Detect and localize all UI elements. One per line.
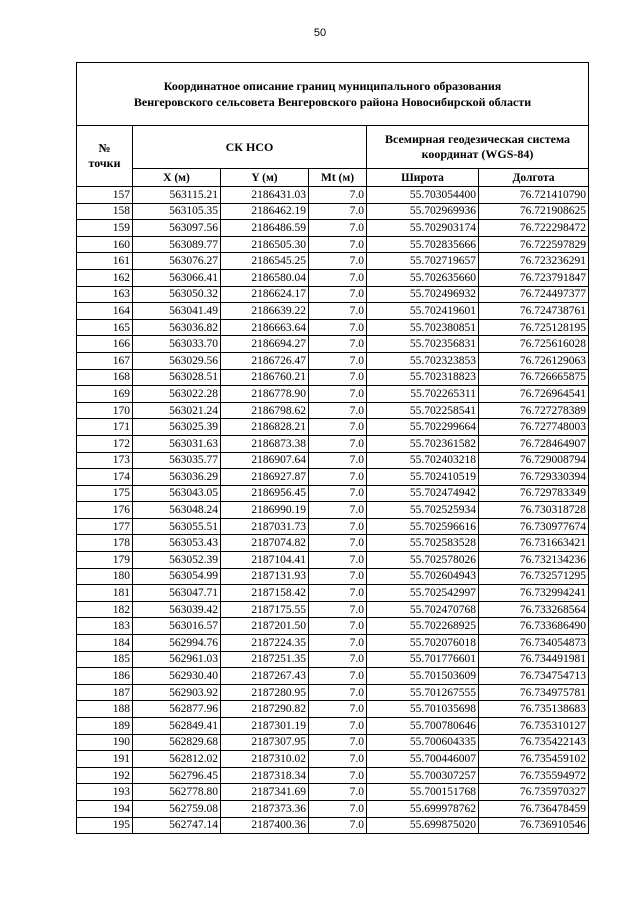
x-coordinate-cell: 562796.45 [133, 767, 221, 784]
mt-value-cell: 7.0 [309, 187, 367, 204]
latitude-cell: 55.702076018 [367, 635, 479, 652]
table-row [77, 419, 589, 436]
x-coordinate-cell: 563052.39 [133, 552, 221, 569]
mt-value-cell: 7.0 [309, 817, 367, 834]
point-number-cell: 175 [77, 485, 133, 502]
y-coordinate-cell: 2187175.55 [221, 601, 309, 618]
longitude-cell: 76.733268564 [479, 601, 589, 618]
latitude-cell: 55.702403218 [367, 452, 479, 469]
mt-value-cell: 7.0 [309, 419, 367, 436]
point-number-cell: 170 [77, 402, 133, 419]
mt-value-cell: 7.0 [309, 402, 367, 419]
mt-value-cell: 7.0 [309, 767, 367, 784]
longitude-cell: 76.727748003 [479, 419, 589, 436]
x-coordinate-cell: 563035.77 [133, 452, 221, 469]
table-row [77, 651, 589, 668]
table-row [77, 286, 589, 303]
latitude-cell: 55.702299664 [367, 419, 479, 436]
point-number-cell: 173 [77, 452, 133, 469]
latitude-cell: 55.702419601 [367, 303, 479, 320]
point-number-cell: 165 [77, 319, 133, 336]
longitude-cell: 76.734491981 [479, 651, 589, 668]
longitude-cell: 76.724738761 [479, 303, 589, 320]
x-coordinate-cell: 563036.29 [133, 469, 221, 486]
longitude-cell: 76.725616028 [479, 336, 589, 353]
x-coordinate-cell: 563089.77 [133, 236, 221, 253]
longitude-cell: 76.735138683 [479, 701, 589, 718]
x-coordinate-cell: 562930.40 [133, 668, 221, 685]
mt-value-cell: 7.0 [309, 618, 367, 635]
mt-value-cell: 7.0 [309, 701, 367, 718]
latitude-cell: 55.702470768 [367, 601, 479, 618]
latitude-cell: 55.702525934 [367, 502, 479, 519]
x-coordinate-cell: 563054.99 [133, 568, 221, 585]
x-coordinate-cell: 563115.21 [133, 187, 221, 204]
point-number-cell: 163 [77, 286, 133, 303]
x-coordinate-cell: 563053.43 [133, 535, 221, 552]
latitude-cell: 55.701776601 [367, 651, 479, 668]
table-row [77, 336, 589, 353]
mt-value-cell: 7.0 [309, 303, 367, 320]
table-row [77, 734, 589, 751]
table-row [77, 518, 589, 535]
latitude-cell: 55.700604335 [367, 734, 479, 751]
y-coordinate-cell: 2186778.90 [221, 386, 309, 403]
longitude-cell: 76.736910546 [479, 817, 589, 834]
table-row [77, 767, 589, 784]
y-coordinate-cell: 2186798.62 [221, 402, 309, 419]
point-number-cell: 174 [77, 469, 133, 486]
x-coordinate-cell: 563043.05 [133, 485, 221, 502]
x-coordinate-cell: 563022.28 [133, 386, 221, 403]
coordinates-table [76, 62, 589, 834]
point-number-cell: 180 [77, 568, 133, 585]
latitude-cell: 55.702361582 [367, 435, 479, 452]
y-coordinate-cell: 2187031.73 [221, 518, 309, 535]
latitude-cell: 55.699875020 [367, 817, 479, 834]
mt-value-cell: 7.0 [309, 253, 367, 270]
y-coordinate-cell: 2187074.82 [221, 535, 309, 552]
longitude-cell: 76.726129063 [479, 352, 589, 369]
y-coordinate-cell: 2186663.64 [221, 319, 309, 336]
y-coordinate-cell: 2187201.50 [221, 618, 309, 635]
mt-value-cell: 7.0 [309, 203, 367, 220]
longitude-cell: 76.730977674 [479, 518, 589, 535]
x-coordinate-cell: 563048.24 [133, 502, 221, 519]
latitude-cell: 55.702604943 [367, 568, 479, 585]
longitude-cell: 76.732571295 [479, 568, 589, 585]
mt-value-cell: 7.0 [309, 601, 367, 618]
latitude-cell: 55.699978762 [367, 800, 479, 817]
point-number-cell: 160 [77, 236, 133, 253]
table-row [77, 402, 589, 419]
y-coordinate-cell: 2186624.17 [221, 286, 309, 303]
longitude-cell: 76.721410790 [479, 187, 589, 204]
header-x: X (м) [133, 169, 221, 187]
x-coordinate-cell: 562778.80 [133, 784, 221, 801]
mt-value-cell: 7.0 [309, 286, 367, 303]
x-coordinate-cell: 563041.49 [133, 303, 221, 320]
point-number-cell: 195 [77, 817, 133, 834]
longitude-cell: 76.726665875 [479, 369, 589, 386]
longitude-cell: 76.727278389 [479, 402, 589, 419]
x-coordinate-cell: 563039.42 [133, 601, 221, 618]
y-coordinate-cell: 2187224.35 [221, 635, 309, 652]
y-coordinate-cell: 2186956.45 [221, 485, 309, 502]
point-number-cell: 176 [77, 502, 133, 519]
mt-value-cell: 7.0 [309, 585, 367, 602]
longitude-cell: 76.731663421 [479, 535, 589, 552]
y-coordinate-cell: 2187301.19 [221, 718, 309, 735]
y-coordinate-cell: 2187307.95 [221, 734, 309, 751]
longitude-cell: 76.735310127 [479, 718, 589, 735]
table-row [77, 502, 589, 519]
y-coordinate-cell: 2186726.47 [221, 352, 309, 369]
x-coordinate-cell: 562747.14 [133, 817, 221, 834]
y-coordinate-cell: 2186927.87 [221, 469, 309, 486]
latitude-cell: 55.701035698 [367, 701, 479, 718]
x-coordinate-cell: 563097.56 [133, 220, 221, 237]
x-coordinate-cell: 563033.70 [133, 336, 221, 353]
header-sk-nso: СК НСО [133, 126, 367, 169]
x-coordinate-cell: 563031.63 [133, 435, 221, 452]
latitude-cell: 55.702496932 [367, 286, 479, 303]
mt-value-cell: 7.0 [309, 800, 367, 817]
latitude-cell: 55.702318823 [367, 369, 479, 386]
x-coordinate-cell: 563050.32 [133, 286, 221, 303]
longitude-cell: 76.736478459 [479, 800, 589, 817]
point-number-cell: 190 [77, 734, 133, 751]
y-coordinate-cell: 2187280.95 [221, 684, 309, 701]
mt-value-cell: 7.0 [309, 220, 367, 237]
x-coordinate-cell: 562961.03 [133, 651, 221, 668]
latitude-cell: 55.701503609 [367, 668, 479, 685]
mt-value-cell: 7.0 [309, 751, 367, 768]
latitude-cell: 55.702265311 [367, 386, 479, 403]
x-coordinate-cell: 562994.76 [133, 635, 221, 652]
point-number-cell: 171 [77, 419, 133, 436]
table-row [77, 668, 589, 685]
y-coordinate-cell: 2186828.21 [221, 419, 309, 436]
y-coordinate-cell: 2187251.35 [221, 651, 309, 668]
longitude-cell: 76.725128195 [479, 319, 589, 336]
point-number-cell: 178 [77, 535, 133, 552]
mt-value-cell: 7.0 [309, 452, 367, 469]
longitude-cell: 76.729783349 [479, 485, 589, 502]
table-row [77, 684, 589, 701]
longitude-cell: 76.723236291 [479, 253, 589, 270]
latitude-cell: 55.702268925 [367, 618, 479, 635]
x-coordinate-cell: 563047.71 [133, 585, 221, 602]
latitude-cell: 55.702835666 [367, 236, 479, 253]
table-row [77, 817, 589, 834]
mt-value-cell: 7.0 [309, 502, 367, 519]
point-number-cell: 161 [77, 253, 133, 270]
point-number-cell: 168 [77, 369, 133, 386]
x-coordinate-cell: 563036.82 [133, 319, 221, 336]
latitude-cell: 55.702719657 [367, 253, 479, 270]
table-row [77, 800, 589, 817]
y-coordinate-cell: 2187131.93 [221, 568, 309, 585]
header-wgs84: Всемирная геодезическая система координат (WGS-84) [367, 126, 589, 169]
mt-value-cell: 7.0 [309, 469, 367, 486]
longitude-cell: 76.735970327 [479, 784, 589, 801]
header-longitude: Долгота [479, 169, 589, 187]
x-coordinate-cell: 563021.24 [133, 402, 221, 419]
longitude-cell: 76.734054873 [479, 635, 589, 652]
latitude-cell: 55.702410519 [367, 469, 479, 486]
y-coordinate-cell: 2186990.19 [221, 502, 309, 519]
point-number-cell: 186 [77, 668, 133, 685]
point-number-cell: 166 [77, 336, 133, 353]
y-coordinate-cell: 2187267.43 [221, 668, 309, 685]
table-row [77, 386, 589, 403]
mt-value-cell: 7.0 [309, 236, 367, 253]
table-row [77, 220, 589, 237]
latitude-cell: 55.702323853 [367, 352, 479, 369]
mt-value-cell: 7.0 [309, 369, 367, 386]
y-coordinate-cell: 2186639.22 [221, 303, 309, 320]
y-coordinate-cell: 2187400.36 [221, 817, 309, 834]
point-number-cell: 192 [77, 767, 133, 784]
table-row [77, 585, 589, 602]
mt-value-cell: 7.0 [309, 535, 367, 552]
longitude-cell: 76.734754713 [479, 668, 589, 685]
point-number-cell: 172 [77, 435, 133, 452]
table-row [77, 319, 589, 336]
x-coordinate-cell: 563055.51 [133, 518, 221, 535]
longitude-cell: 76.723791847 [479, 269, 589, 286]
x-coordinate-cell: 562829.68 [133, 734, 221, 751]
header-latitude: Широта [367, 169, 479, 187]
table-row [77, 784, 589, 801]
table-row [77, 751, 589, 768]
table-row [77, 236, 589, 253]
latitude-cell: 55.703054400 [367, 187, 479, 204]
mt-value-cell: 7.0 [309, 518, 367, 535]
mt-value-cell: 7.0 [309, 352, 367, 369]
mt-value-cell: 7.0 [309, 336, 367, 353]
latitude-cell: 55.702474942 [367, 485, 479, 502]
table-row [77, 452, 589, 469]
point-number-cell: 193 [77, 784, 133, 801]
table-row [77, 469, 589, 486]
x-coordinate-cell: 563025.39 [133, 419, 221, 436]
y-coordinate-cell: 2187158.42 [221, 585, 309, 602]
y-coordinate-cell: 2186431.03 [221, 187, 309, 204]
longitude-cell: 76.735594972 [479, 767, 589, 784]
y-coordinate-cell: 2186462.19 [221, 203, 309, 220]
latitude-cell: 55.700307257 [367, 767, 479, 784]
table-title [77, 63, 589, 126]
table-row [77, 718, 589, 735]
point-number-cell: 179 [77, 552, 133, 569]
x-coordinate-cell: 563016.57 [133, 618, 221, 635]
longitude-cell: 76.729330394 [479, 469, 589, 486]
mt-value-cell: 7.0 [309, 784, 367, 801]
y-coordinate-cell: 2186580.04 [221, 269, 309, 286]
mt-value-cell: 7.0 [309, 552, 367, 569]
longitude-cell: 76.735459102 [479, 751, 589, 768]
latitude-cell: 55.702578026 [367, 552, 479, 569]
latitude-cell: 55.700446007 [367, 751, 479, 768]
longitude-cell: 76.722597829 [479, 236, 589, 253]
header-y: Y (м) [221, 169, 309, 187]
table-row [77, 552, 589, 569]
longitude-cell: 76.722298472 [479, 220, 589, 237]
point-number-cell: 177 [77, 518, 133, 535]
y-coordinate-cell: 2186907.64 [221, 452, 309, 469]
y-coordinate-cell: 2187373.36 [221, 800, 309, 817]
x-coordinate-cell: 562759.08 [133, 800, 221, 817]
point-number-cell: 185 [77, 651, 133, 668]
x-coordinate-cell: 562903.92 [133, 684, 221, 701]
x-coordinate-cell: 562849.41 [133, 718, 221, 735]
y-coordinate-cell: 2186545.25 [221, 253, 309, 270]
mt-value-cell: 7.0 [309, 651, 367, 668]
x-coordinate-cell: 562877.96 [133, 701, 221, 718]
x-coordinate-cell: 562812.02 [133, 751, 221, 768]
mt-value-cell: 7.0 [309, 568, 367, 585]
table-row [77, 601, 589, 618]
page-number: 50 [313, 27, 327, 39]
table-row [77, 187, 589, 204]
y-coordinate-cell: 2186760.21 [221, 369, 309, 386]
point-number-cell: 169 [77, 386, 133, 403]
y-coordinate-cell: 2187318.34 [221, 767, 309, 784]
point-number-cell: 162 [77, 269, 133, 286]
point-number-cell: 157 [77, 187, 133, 204]
mt-value-cell: 7.0 [309, 435, 367, 452]
point-number-cell: 167 [77, 352, 133, 369]
latitude-cell: 55.702903174 [367, 220, 479, 237]
mt-value-cell: 7.0 [309, 734, 367, 751]
mt-value-cell: 7.0 [309, 684, 367, 701]
mt-value-cell: 7.0 [309, 635, 367, 652]
point-number-cell: 184 [77, 635, 133, 652]
point-number-cell: 191 [77, 751, 133, 768]
y-coordinate-cell: 2187341.69 [221, 784, 309, 801]
latitude-cell: 55.702969936 [367, 203, 479, 220]
point-number-cell: 194 [77, 800, 133, 817]
x-coordinate-cell: 563105.35 [133, 203, 221, 220]
latitude-cell: 55.701267555 [367, 684, 479, 701]
longitude-cell: 76.733686490 [479, 618, 589, 635]
longitude-cell: 76.732994241 [479, 585, 589, 602]
table-row [77, 352, 589, 369]
longitude-cell: 76.729008794 [479, 452, 589, 469]
table-row [77, 535, 589, 552]
point-number-cell: 164 [77, 303, 133, 320]
mt-value-cell: 7.0 [309, 269, 367, 286]
table-row [77, 435, 589, 452]
point-number-cell: 158 [77, 203, 133, 220]
y-coordinate-cell: 2186486.59 [221, 220, 309, 237]
longitude-cell: 76.726964541 [479, 386, 589, 403]
longitude-cell: 76.728464907 [479, 435, 589, 452]
mt-value-cell: 7.0 [309, 386, 367, 403]
header-point-no: № точки [77, 126, 133, 187]
y-coordinate-cell: 2186505.30 [221, 236, 309, 253]
x-coordinate-cell: 563029.56 [133, 352, 221, 369]
table-row [77, 568, 589, 585]
mt-value-cell: 7.0 [309, 668, 367, 685]
point-number-cell: 159 [77, 220, 133, 237]
point-number-cell: 187 [77, 684, 133, 701]
mt-value-cell: 7.0 [309, 319, 367, 336]
x-coordinate-cell: 563066.41 [133, 269, 221, 286]
latitude-cell: 55.702583528 [367, 535, 479, 552]
latitude-cell: 55.702596616 [367, 518, 479, 535]
mt-value-cell: 7.0 [309, 485, 367, 502]
latitude-cell: 55.702380851 [367, 319, 479, 336]
table-row [77, 701, 589, 718]
longitude-cell: 76.734975781 [479, 684, 589, 701]
y-coordinate-cell: 2187310.02 [221, 751, 309, 768]
point-number-cell: 189 [77, 718, 133, 735]
mt-value-cell: 7.0 [309, 718, 367, 735]
latitude-cell: 55.702635660 [367, 269, 479, 286]
y-coordinate-cell: 2187290.82 [221, 701, 309, 718]
latitude-cell: 55.700151768 [367, 784, 479, 801]
point-number-cell: 181 [77, 585, 133, 602]
point-number-cell: 182 [77, 601, 133, 618]
y-coordinate-cell: 2187104.41 [221, 552, 309, 569]
title-line-1: Координатное описание границ муниципального образования [163, 79, 502, 93]
title-line-2: Венгеровского сельсовета Венгеровского района Новосибирской области [133, 95, 532, 109]
header-mt: Mt (м) [309, 169, 367, 187]
latitude-cell: 55.700780646 [367, 718, 479, 735]
latitude-cell: 55.702356831 [367, 336, 479, 353]
latitude-cell: 55.702542997 [367, 585, 479, 602]
table-body [77, 187, 589, 834]
longitude-cell: 76.721908625 [479, 203, 589, 220]
x-coordinate-cell: 563028.51 [133, 369, 221, 386]
longitude-cell: 76.724497377 [479, 286, 589, 303]
point-number-cell: 183 [77, 618, 133, 635]
point-number-cell: 188 [77, 701, 133, 718]
table-row [77, 303, 589, 320]
longitude-cell: 76.735422143 [479, 734, 589, 751]
y-coordinate-cell: 2186873.38 [221, 435, 309, 452]
table-row [77, 485, 589, 502]
table-row [77, 369, 589, 386]
latitude-cell: 55.702258541 [367, 402, 479, 419]
y-coordinate-cell: 2186694.27 [221, 336, 309, 353]
x-coordinate-cell: 563076.27 [133, 253, 221, 270]
table-row [77, 203, 589, 220]
longitude-cell: 76.730318728 [479, 502, 589, 519]
table-row [77, 618, 589, 635]
table-row [77, 253, 589, 270]
longitude-cell: 76.732134236 [479, 552, 589, 569]
table-row [77, 269, 589, 286]
table-row [77, 635, 589, 652]
